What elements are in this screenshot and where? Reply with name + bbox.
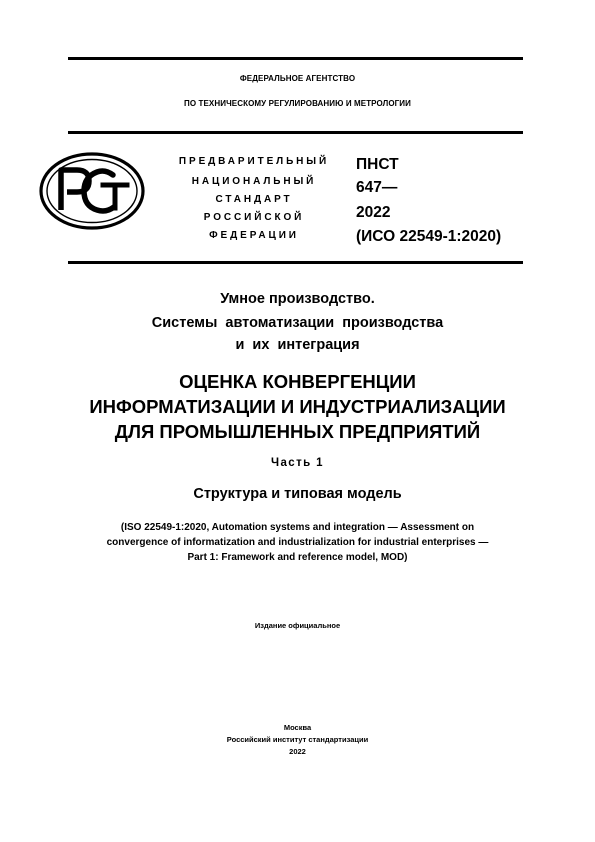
subtitle-line-1: Умное производство. [220, 291, 375, 307]
main-title-line-2: ИНФОРМАТИЗАЦИИ И ИНДУСТРИАЛИЗАЦИИ [89, 396, 506, 417]
footer-year: 2022 [289, 747, 306, 756]
gost-r-emblem-icon [37, 150, 147, 232]
main-title-line-1: ОЦЕНКА КОНВЕРГЕНЦИИ [179, 371, 416, 392]
designation-line-1: ПНСТ [356, 156, 399, 173]
part-label: Часть 1 [271, 457, 324, 469]
upper-rule [68, 131, 523, 134]
main-title-line-3: ДЛЯ ПРОМЫШЛЕННЫХ ПРЕДПРИЯТИЙ [114, 421, 481, 442]
designation-line-4: (ИСО 22549-1:2020) [356, 228, 502, 245]
standard-type-line-3: СТАНДАРТ [215, 194, 293, 205]
english-ref-line-2: convergence of informatization and industrialization for industrial enterprises — [106, 537, 489, 548]
top-rule [68, 57, 523, 60]
footer-publisher: Российский институт стандартизации [226, 735, 369, 744]
standard-type-line-5: ФЕДЕРАЦИИ [209, 230, 299, 241]
footer-city: Москва [283, 723, 312, 732]
subtitle-line-3: и их интеграция [235, 337, 360, 353]
agency-line-1: ФЕДЕРАЛЬНОЕ АГЕНТСТВО [239, 74, 356, 83]
lower-rule [68, 261, 523, 264]
subtitle-line-2: Системы автоматизации производства [151, 315, 444, 331]
part-title: Структура и типовая модель [193, 486, 402, 502]
standard-type-line-2: НАЦИОНАЛЬНЫЙ [191, 176, 317, 187]
standard-type-line-4: РОССИЙСКОЙ [203, 212, 305, 223]
english-ref-line-3: Part 1: Framework and reference model, MOD) [187, 552, 408, 563]
english-ref-line-1: (ISO 22549-1:2020, Automation systems and integration — Assessment on [120, 522, 475, 533]
standard-type-line-1: ПРЕДВАРИТЕЛЬНЫЙ [178, 156, 330, 167]
edition-note: Издание официальное [254, 621, 341, 630]
agency-line-2: ПО ТЕХНИЧЕСКОМУ РЕГУЛИРОВАНИЮ И МЕТРОЛОГИИ [183, 99, 412, 108]
designation-line-3: 2022 [356, 204, 391, 221]
designation-line-2: 647— [356, 179, 398, 196]
